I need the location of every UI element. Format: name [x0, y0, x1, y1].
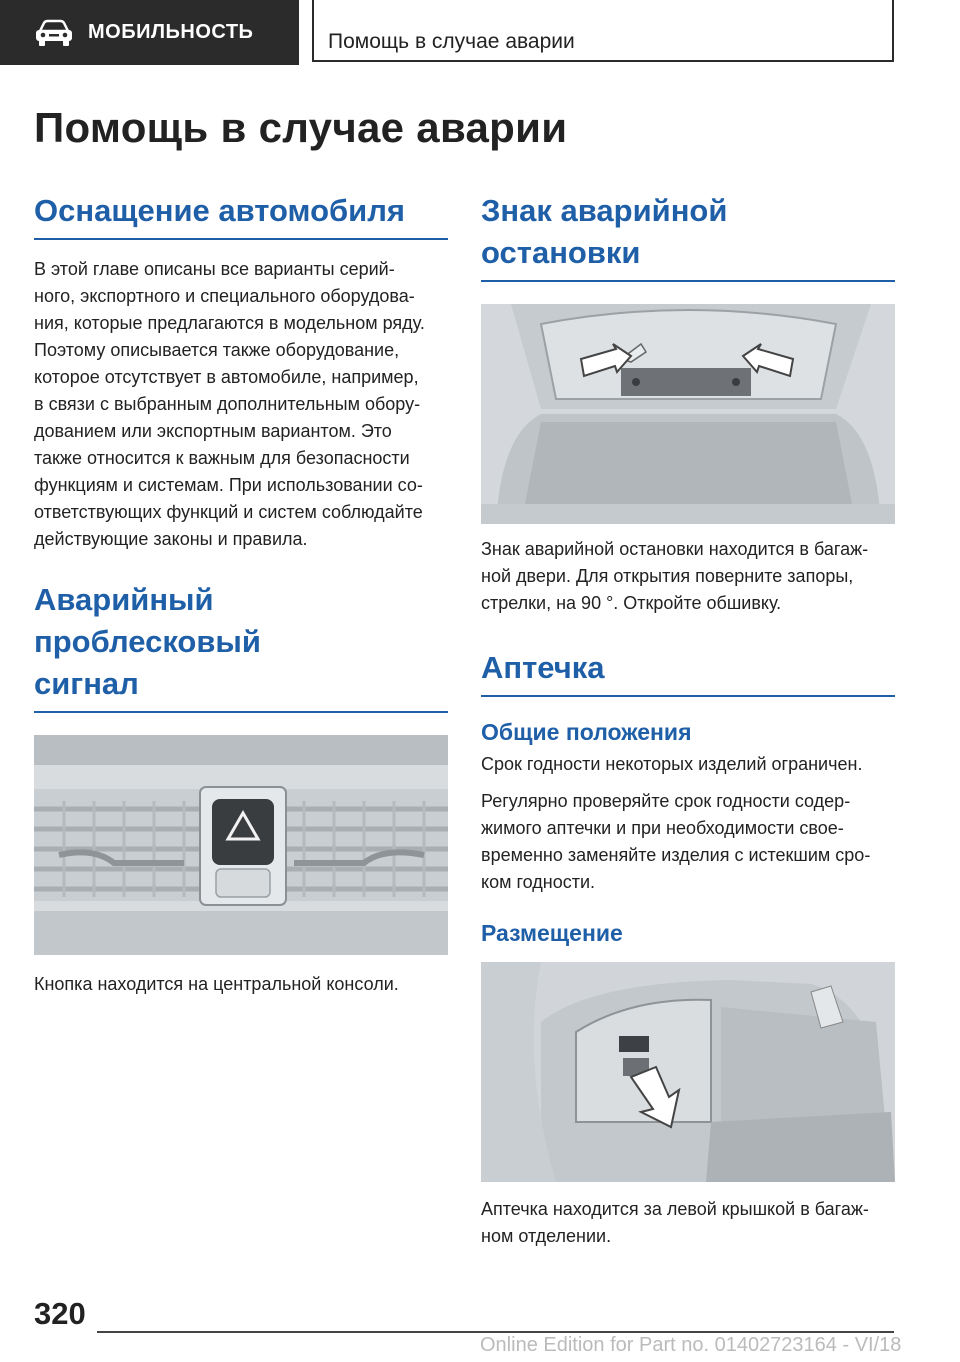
equipment-line: функциям и системам. При использовании со- [34, 475, 423, 495]
general-line: временно заменяйте изделия с истекшим сро- [481, 845, 871, 865]
equipment-line: В этой главе описаны все варианты серий- [34, 259, 395, 279]
triangle-line: ной двери. Для открытия поверните запоры, [481, 566, 854, 586]
general-paragraph-1: Срок годности некоторых изделий ограничен. [481, 754, 863, 774]
hazard-heading-line2: сигнал [34, 666, 139, 701]
equipment-line: дованием или экспортным вариантом. Это [34, 421, 392, 441]
general-line: Регулярно проверяйте срок годности содер- [481, 791, 851, 811]
footer-edition: Online Edition for Part no. 01402723164 - VI/18 [480, 1334, 902, 1356]
firstaid-heading: Аптечка [481, 647, 895, 697]
hazard-caption: Кнопка находится на центральной консоли. [34, 974, 399, 994]
general-heading: Общие положения [481, 719, 692, 745]
hazard-heading [34, 579, 448, 713]
right-column [481, 190, 895, 1250]
placement-caption [481, 1196, 895, 1250]
triangle-line: стрелки, на 90 °. Откройте обшивку. [481, 593, 782, 613]
trunk-lid-image [481, 304, 895, 524]
page-title: Помощь в случае аварии [34, 104, 568, 151]
equipment-line: также относится к важным для безопасности [34, 448, 410, 468]
header-section-label: МОБИЛЬНОСТЬ [88, 21, 254, 43]
placement-heading: Размещение [481, 920, 623, 946]
general-paragraph-2 [481, 788, 895, 896]
equipment-line: ответствующих функций и систем соблюдайте [34, 502, 423, 522]
equipment-text [34, 256, 448, 553]
triangle-heading [481, 190, 895, 282]
equipment-line: в связи с выбранным дополнительным обору- [34, 394, 421, 414]
equipment-line: действующие законы и правила. [34, 529, 308, 549]
equipment-line: которое отсутствует в автомобиле, например, [34, 367, 419, 387]
equipment-line: Поэтому описывается также оборудование, [34, 340, 400, 360]
caption-line: Аптечка находится за левой крышкой в багаж- [481, 1199, 869, 1219]
hazard-heading-line1: Аварийный проблесковый [34, 582, 261, 659]
triangle-heading-line1: Знак аварийной [481, 193, 728, 228]
caption-line: ном отделении. [481, 1226, 612, 1246]
header-title: Помощь в случае аварии [328, 30, 575, 53]
firstaid-compartment-image [481, 962, 895, 1182]
equipment-line: ного, экспортного и специального оборудова- [34, 286, 415, 306]
header-section-tab [0, 0, 299, 65]
equipment-heading: Оснащение автомобиля [34, 190, 448, 240]
hazard-button-image [34, 735, 448, 955]
general-line: жимого аптечки и при необходимости свое- [481, 818, 844, 838]
car-icon [34, 19, 74, 47]
header-title-box [312, 0, 894, 62]
footer-divider [97, 1331, 894, 1333]
left-column [34, 190, 448, 998]
triangle-line: Знак аварийной остановки находится в багаж- [481, 539, 869, 559]
equipment-line: ния, которые предлагаются в модельном ряду. [34, 313, 425, 333]
triangle-heading-line2: остановки [481, 235, 641, 270]
page-number: 320 [34, 1296, 86, 1331]
triangle-text [481, 536, 895, 617]
general-line: ком годности. [481, 872, 596, 892]
